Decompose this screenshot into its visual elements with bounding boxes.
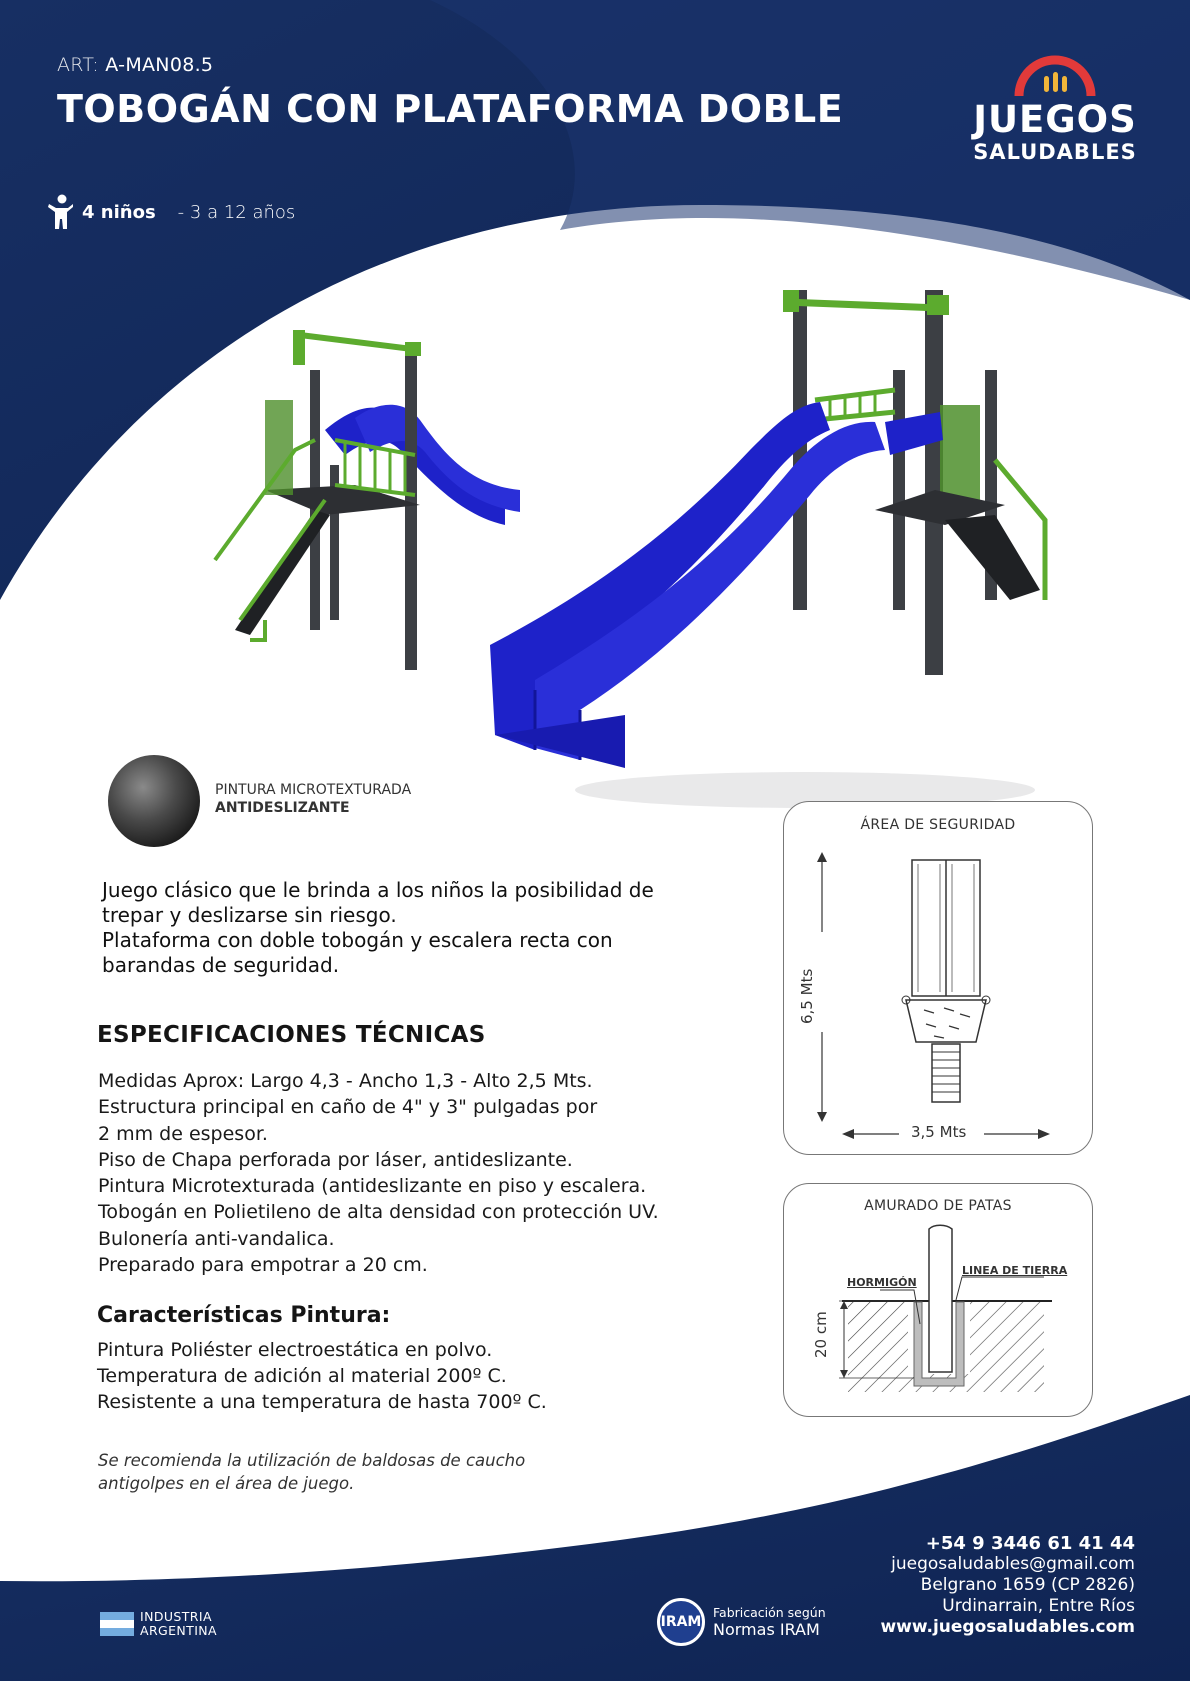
safety-area-panel — [783, 801, 1093, 1155]
paint-feature-item: Temperatura de adición al material 200º C. — [97, 1365, 507, 1387]
paint-texture-sample — [108, 755, 200, 847]
depth-label: 20 cm — [812, 1311, 830, 1358]
contact-email[interactable]: juegosaludables@gmail.com — [891, 1554, 1135, 1574]
concrete-label: HORMIGÓN — [847, 1276, 917, 1289]
front-view-structure — [490, 290, 1045, 768]
logo-arc-icon — [1013, 54, 1097, 98]
industria-argentina-badge — [100, 1610, 217, 1638]
spec-item: 2 mm de espesor. — [98, 1122, 268, 1145]
spec-item: Preparado para empotrar a 20 cm. — [98, 1254, 428, 1277]
spec-item: Tobogán en Polietileno de alta densidad con protección UV. — [98, 1201, 659, 1224]
paint-feature-item: Pintura Poliéster electroestática en polvo. — [97, 1339, 493, 1361]
paint-label-line-2: ANTIDESLIZANTE — [215, 800, 350, 816]
contact-block — [880, 1533, 1135, 1638]
article-code — [57, 54, 213, 76]
contact-address-2: Urdinarrain, Entre Ríos — [942, 1596, 1135, 1616]
paint-features-heading: Características Pintura: — [97, 1303, 391, 1328]
age-range: - 3 a 12 años — [177, 201, 296, 223]
iram-line-2: Normas IRAM — [713, 1620, 820, 1639]
product-description — [102, 878, 702, 978]
industria-line-2: ARGENTINA — [140, 1623, 217, 1638]
safety-height-label: 6,5 Mts — [798, 968, 816, 1024]
brand-logo — [970, 54, 1140, 164]
page-title: TOBOGÁN CON PLATAFORMA DOBLE — [57, 87, 844, 131]
safety-width-label: 3,5 Mts — [911, 1123, 967, 1141]
spec-item: Medidas Aprox: Largo 4,3 - Ancho 1,3 - Alto 2,5 Mts. — [98, 1070, 593, 1092]
iram-certification — [657, 1598, 826, 1646]
iram-seal-icon: IRAM — [657, 1598, 705, 1646]
argentina-flag-icon — [100, 1612, 134, 1636]
product-illustration — [205, 290, 1125, 830]
recommendation-note — [98, 1449, 598, 1495]
paint-features-list — [97, 1337, 547, 1415]
article-label: ART: — [57, 54, 99, 76]
kids-count: 4 niños — [82, 201, 156, 223]
logo-word-1: JUEGOS — [973, 98, 1137, 141]
safety-area-diagram — [784, 802, 1092, 1154]
capacity-row — [46, 194, 295, 230]
paint-label-line-1: PINTURA MICROTEXTURADA — [215, 782, 412, 798]
spec-item: Bulonería anti-vandalica. — [98, 1227, 335, 1250]
industria-line-1: INDUSTRIA — [140, 1609, 212, 1624]
spec-item: Estructura principal en caño de 4" y 3" pulgadas por — [98, 1096, 598, 1119]
description-paragraph: Juego clásico que le brinda a los niños la posibilidad de trepar y deslizarse sin riesgo. — [102, 878, 654, 927]
safety-area-title: ÁREA DE SEGURIDAD — [860, 817, 1016, 833]
contact-website[interactable]: www.juegosaludables.com — [880, 1617, 1135, 1637]
description-paragraph: Plataforma con doble tobogán y escalera recta con barandas de seguridad. — [102, 928, 613, 977]
note-line-2: antigolpes en el área de juego. — [98, 1474, 355, 1493]
anchoring-title: AMURADO DE PATAS — [864, 1198, 1012, 1214]
back-view-structure — [215, 330, 520, 670]
anchoring-diagram — [784, 1184, 1092, 1416]
anchoring-panel — [783, 1183, 1093, 1417]
paint-texture-label — [215, 781, 411, 817]
spec-item: Pintura Microtexturada (antideslizante en piso y escalera. — [98, 1175, 647, 1198]
logo-word-2: SALUDABLES — [973, 140, 1137, 164]
spec-item: Piso de Chapa perforada por láser, antideslizante. — [98, 1148, 573, 1171]
iram-line-1: Fabricación según — [713, 1605, 826, 1620]
specs-heading: ESPECIFICACIONES TÉCNICAS — [97, 1022, 486, 1048]
paint-feature-item: Resistente a una temperatura de hasta 700º C. — [97, 1391, 547, 1413]
contact-phone[interactable]: +54 9 3446 61 41 44 — [925, 1533, 1135, 1554]
note-line-1: Se recomienda la utilización de baldosas de caucho — [98, 1451, 526, 1470]
post — [893, 370, 905, 610]
contact-address-1: Belgrano 1659 (CP 2826) — [920, 1575, 1135, 1595]
specs-list — [98, 1068, 738, 1278]
article-number: A-MAN08.5 — [105, 54, 214, 76]
ground-line-label: LINEA DE TIERRA — [962, 1264, 1068, 1277]
post — [405, 350, 417, 670]
child-icon — [46, 194, 74, 230]
